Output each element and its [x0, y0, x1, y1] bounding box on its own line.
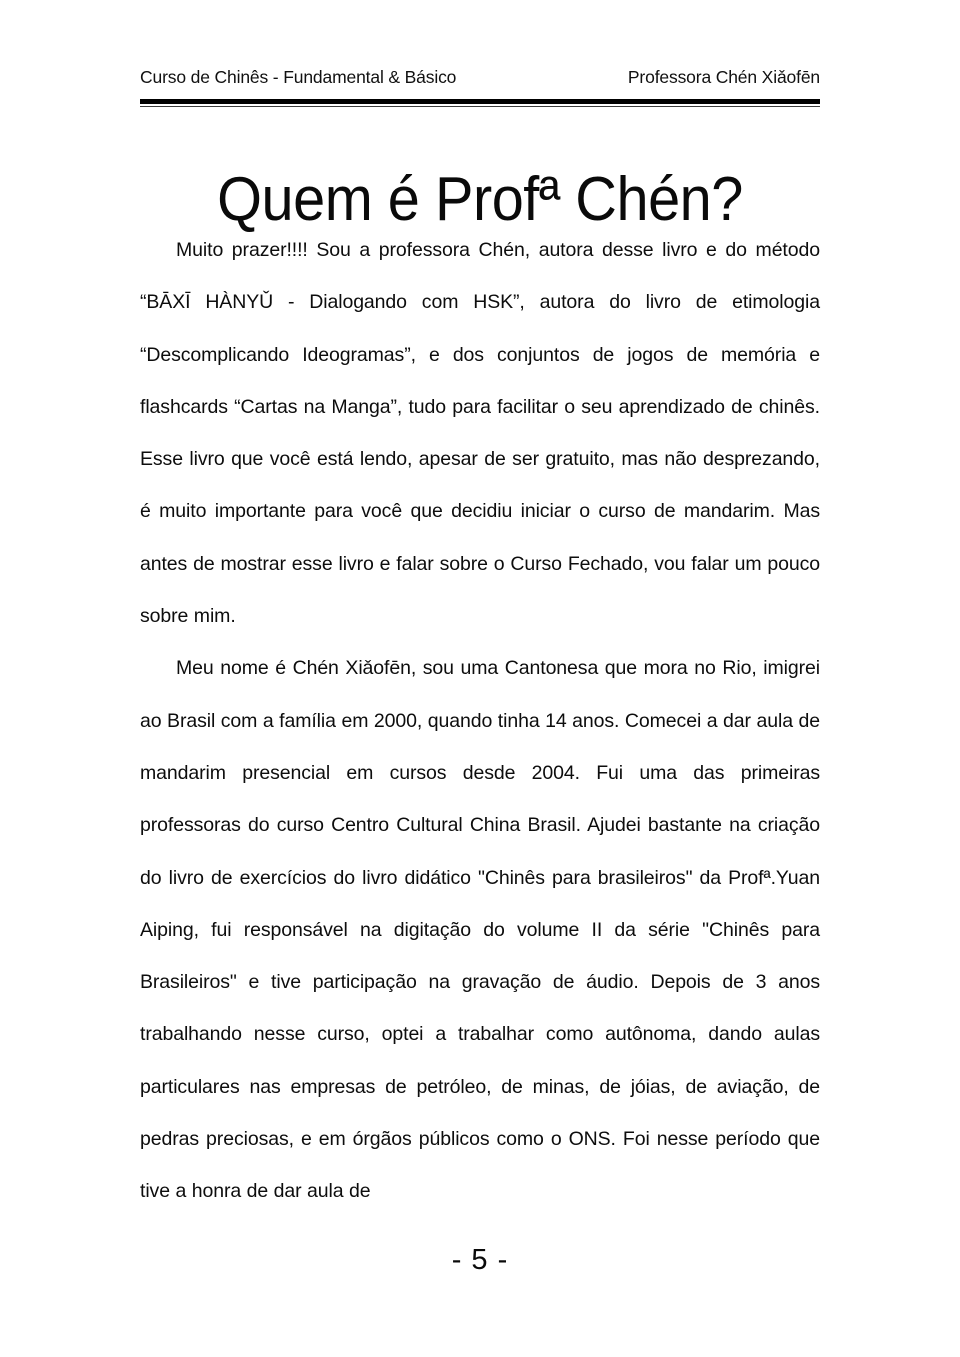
header-rule-thick: [140, 99, 820, 104]
page-title: Quem é Profª Chén?: [217, 164, 743, 234]
header-rule-thin: [140, 106, 820, 107]
header-divider-rule: [140, 99, 820, 107]
paragraph-intro: Muito prazer!!!! Sou a professora Chén, autora desse livro e do método “BĀXĪ HÀNYǓ - Dialogando com HSK”, autora do livro de etimologia “Descomplicando Ideogramas”, e dos conjuntos de jogos de memória e flashcards “Cartas na Manga”, tudo para facilitar o seu aprendizado de chinês. Esse livro que você está lendo, apesar de ser gratuito, mas não desprezando, é muito importante para você que decidiu iniciar o curso de mandarim. Mas antes de mostrar esse livro e falar sobre o Curso Fechado, vou falar um pouco sobre mim.: [140, 239, 820, 628]
header-author-name: Professora Chén Xiǎofēn: [627, 67, 820, 87]
paragraph-biography: Meu nome é Chén Xiǎofēn, sou uma Cantonesa que mora no Rio, imigrei ao Brasil com a família em 2000, quando tinha 14 anos. Comecei a dar aula de mandarim presencial em cursos desde 2004. Fui uma das primeiras professoras do curso Centro Cultural China Brasil. Ajudei bastante na criação do livro de exercícios do livro didático "Chinês para brasileiros" da Profª.Yuan Aiping, fui responsável na digitação do volume II da série "Chinês para Brasileiros" e tive participação na gravação de áudio. Depois de 3 anos trabalhando nesse curso, optei a trabalhar como autônoma, dando aulas particulares nas empresas de petróleo, de minas, de jóias, de aviação, de pedras preciosas, e em órgãos públicos como o ONS. Foi nesse período que tive a honra de dar aula de: [140, 657, 820, 1203]
body-text: [140, 224, 820, 1218]
running-header: [140, 66, 820, 88]
header-course-title: Curso de Chinês - Fundamental & Básico: [140, 67, 457, 87]
page-number: - 5 -: [451, 1244, 509, 1276]
